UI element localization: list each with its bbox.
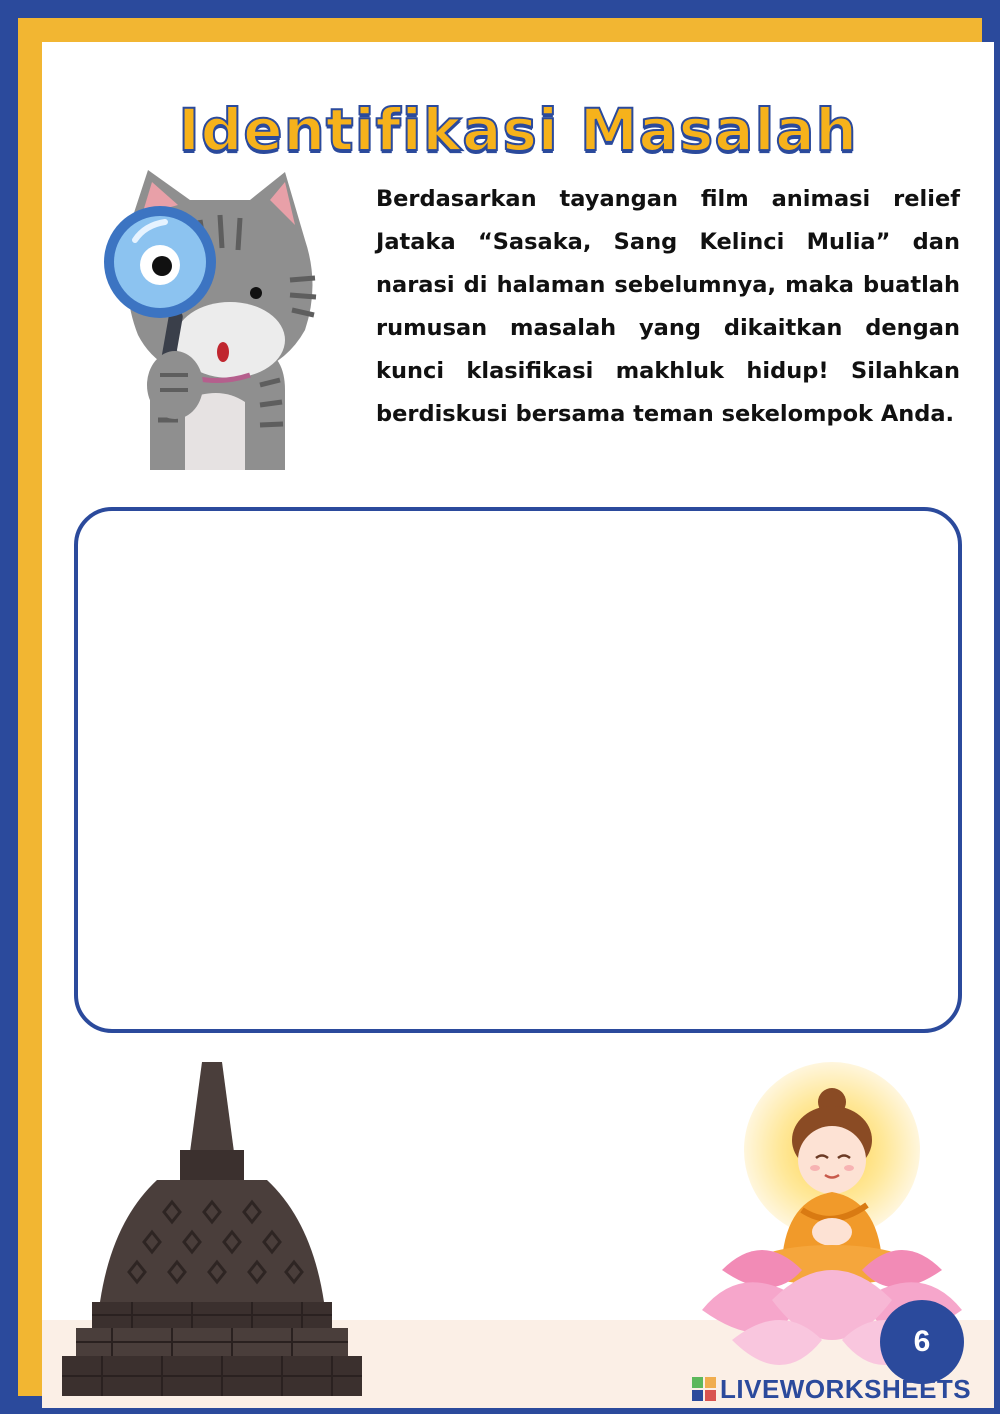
liveworksheets-watermark [692, 1374, 971, 1404]
worksheet-page [42, 42, 994, 1408]
page-frame [18, 18, 982, 1396]
stupa-illustration [62, 1062, 362, 1400]
page-number-badge: 6 [880, 1300, 964, 1384]
answer-input-box[interactable] [74, 507, 962, 1033]
liveworksheets-logo-icon [692, 1377, 716, 1401]
page-title: Identifikasi Masalah [178, 96, 858, 164]
cat-magnifier-illustration [80, 170, 330, 470]
instruction-text: Berdasarkan tayangan film animasi relief Jataka “Sasaka, Sang Kelinci Mulia” dan narasi di halaman sebelumnya, maka buatlah rumusan masalah yang dikaitkan dengan kunci klasifikasi makhluk hidup! Silahkan berdiskusi bersama teman sekelompok Anda. [376, 186, 960, 427]
watermark-text: LIVEWORKSHEETS [720, 1373, 972, 1404]
